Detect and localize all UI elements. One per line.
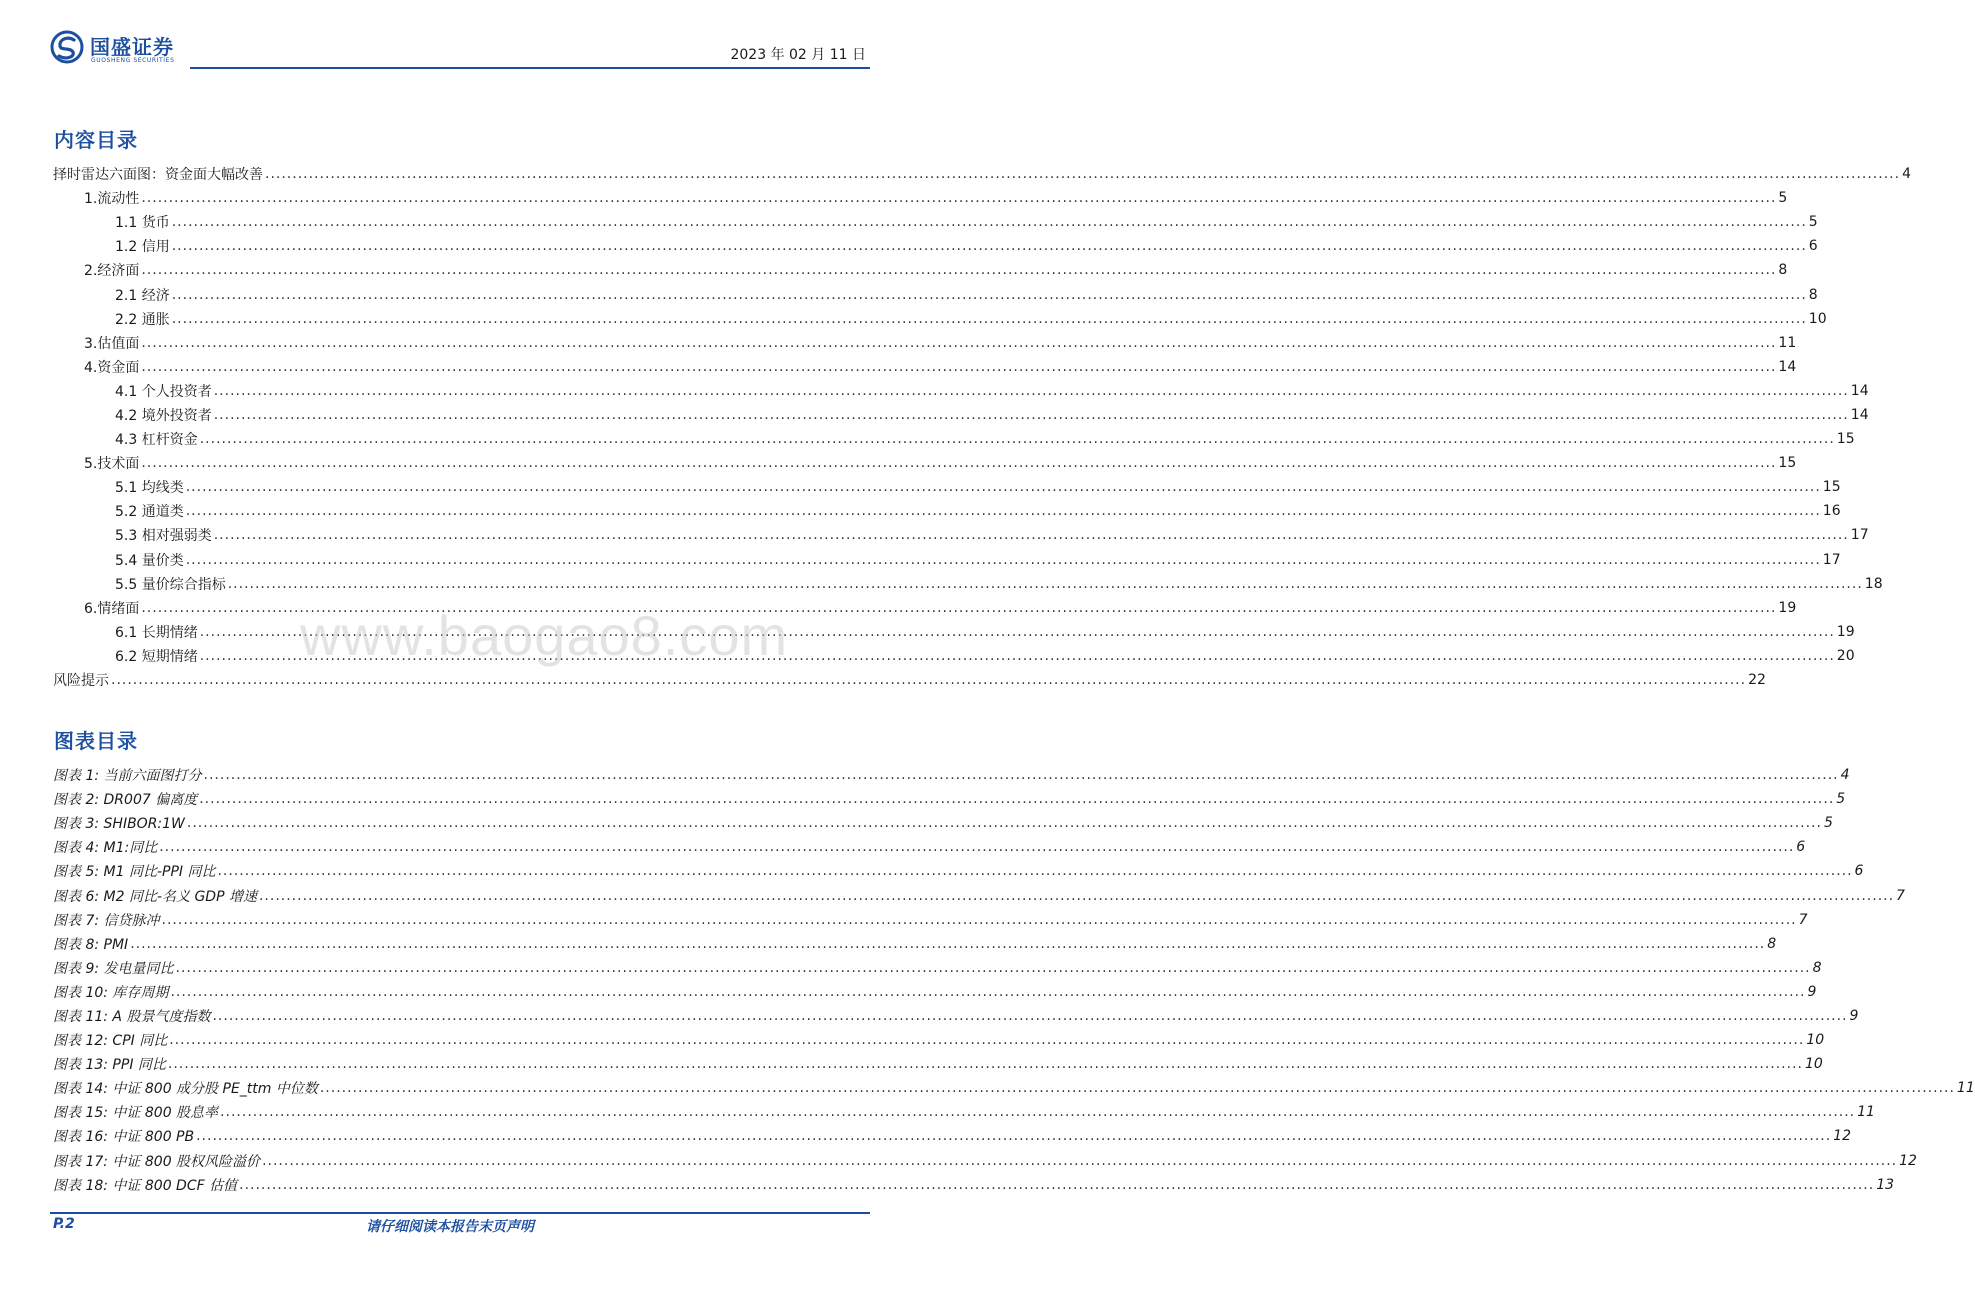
figure-entry-page: 13 <box>1876 1176 1895 1193</box>
dot-leader: ............................................................................................................................................................................................................................................................................................................ <box>239 1176 1875 1193</box>
toc-entry[interactable] <box>53 451 1797 475</box>
figure-entry-page: 10 <box>1804 1056 1823 1073</box>
toc-entry[interactable] <box>53 668 1766 692</box>
dot-leader: ............................................................................................................................................................................................................................................................................................................ <box>203 767 1839 784</box>
figure-entry-page: 5 <box>1836 791 1846 808</box>
figure-entry-label: 图表 7: 信贷脉冲 <box>53 912 160 929</box>
toc-entry-page: 6 <box>1808 238 1818 255</box>
dot-leader: ............................................................................................................................................................................................................................................................................................................ <box>141 599 1777 616</box>
toc-entry-page: 11 <box>1778 334 1797 351</box>
toc-entry-page: 19 <box>1836 623 1855 640</box>
dot-leader: ............................................................................................................................................................................................................................................................................................................ <box>213 406 1849 423</box>
dot-leader: ............................................................................................................................................................................................................................................................................................................ <box>141 262 1777 279</box>
figure-entry-page: 4 <box>1840 767 1850 784</box>
toc-entry-label: 5.技术面 <box>84 456 140 473</box>
toc-entry-page: 19 <box>1778 599 1797 616</box>
logo-text: 国盛证券 <box>90 35 174 59</box>
figure-entry-page: 9 <box>1807 983 1817 1000</box>
logo-mark-icon <box>50 30 84 64</box>
figure-entry-page: 11 <box>1857 1104 1875 1121</box>
toc-entry-page: 18 <box>1864 575 1883 592</box>
figure-entry[interactable] <box>53 1052 1823 1076</box>
dot-leader: ............................................................................................................................................................................................................................................................................................................ <box>171 214 1807 231</box>
figure-entry[interactable] <box>53 787 1846 811</box>
toc-entry[interactable] <box>53 234 1818 258</box>
figure-entry[interactable] <box>53 859 1864 883</box>
toc-entry-label: 4.3 杠杆资金 <box>115 432 198 449</box>
figure-entry-label: 图表 9: 发电量同比 <box>53 960 174 977</box>
page-header <box>50 28 870 72</box>
dot-leader: ............................................................................................................................................................................................................................................................................................................ <box>141 455 1777 472</box>
dot-leader: ............................................................................................................................................................................................................................................................................................................ <box>171 286 1807 303</box>
figure-entry[interactable] <box>53 1028 1825 1052</box>
toc-entry[interactable] <box>53 572 1883 596</box>
dot-leader: ............................................................................................................................................................................................................................................................................................................ <box>170 983 1806 1000</box>
figure-entry-page: 7 <box>1896 887 1905 904</box>
figure-entry-page: 9 <box>1849 1007 1859 1024</box>
figure-entry[interactable] <box>53 1076 1975 1100</box>
toc-entry-label: 5.2 通道类 <box>115 504 184 521</box>
toc-entry[interactable] <box>53 331 1797 355</box>
figure-entry[interactable] <box>53 763 1850 787</box>
toc-entry-label: 3.估值面 <box>84 335 140 352</box>
dot-leader: ............................................................................................................................................................................................................................................................................................................ <box>161 911 1797 928</box>
toc-entry-label: 2.1 经济 <box>115 287 170 304</box>
toc-entry-label: 4.1 个人投资者 <box>115 383 212 400</box>
dot-leader: ............................................................................................................................................................................................................................................................................................................ <box>130 935 1766 952</box>
figure-entry[interactable] <box>53 1173 1895 1197</box>
toc-entry-page: 17 <box>1850 527 1869 544</box>
toc-entry-label: 5.5 量价综合指标 <box>115 576 226 593</box>
figure-entry[interactable] <box>53 932 1777 956</box>
figure-entry-label: 图表 3: SHIBOR:1W <box>53 816 185 833</box>
dot-leader: ............................................................................................................................................................................................................................................................................................................ <box>217 863 1853 880</box>
figure-entry-label: 图表 6: M2 同比-名义 GDP 增速 <box>53 888 257 905</box>
dot-leader: ............................................................................................................................................................................................................................................................................................................ <box>220 1104 1856 1121</box>
dot-leader: ............................................................................................................................................................................................................................................................................................................ <box>175 959 1811 976</box>
figure-entry-label: 图表 10: 库存周期 <box>53 984 169 1001</box>
figure-entry[interactable] <box>53 1004 1859 1028</box>
dot-leader: ............................................................................................................................................................................................................................................................................................................ <box>213 382 1849 399</box>
dot-leader: ............................................................................................................................................................................................................................................................................................................ <box>213 527 1849 544</box>
toc-entry-page: 8 <box>1778 262 1788 279</box>
toc-entry-page: 15 <box>1822 479 1841 496</box>
toc-entry-label: 2.2 通胀 <box>115 311 170 328</box>
dot-leader: ............................................................................................................................................................................................................................................................................................................ <box>212 1007 1848 1024</box>
dot-leader: ............................................................................................................................................................................................................................................................................................................ <box>141 334 1777 351</box>
figure-entry-page: 6 <box>1854 863 1864 880</box>
figure-entry-label: 图表 8: PMI <box>53 936 129 953</box>
figure-entry[interactable] <box>53 956 1822 980</box>
toc-entry-page: 10 <box>1808 310 1827 327</box>
dot-leader: ............................................................................................................................................................................................................................................................................................................ <box>185 479 1821 496</box>
figure-entry-label: 图表 4: M1:同比 <box>53 840 158 857</box>
toc-entry-page: 5 <box>1808 214 1818 231</box>
toc-entry-page: 17 <box>1822 551 1841 568</box>
toc-entry-label: 4.资金面 <box>84 359 140 376</box>
toc-entry[interactable] <box>53 210 1818 234</box>
figure-entry[interactable] <box>53 1124 1851 1148</box>
dot-leader: ............................................................................................................................................................................................................................................................................................................ <box>199 623 1835 640</box>
toc-entry-page: 4 <box>1902 166 1911 183</box>
figure-entry-page: 5 <box>1823 815 1833 832</box>
toc-entry-page: 22 <box>1748 672 1766 689</box>
dot-leader: ............................................................................................................................................................................................................................................................................................................ <box>171 310 1807 327</box>
figure-entry-label: 图表 5: M1 同比-PPI 同比 <box>53 864 216 881</box>
dot-leader: ............................................................................................................................................................................................................................................................................................................ <box>262 1152 1898 1169</box>
toc-entry-page: 14 <box>1778 358 1797 375</box>
figures-title: 图表目录 <box>54 729 138 753</box>
footer-divider <box>50 1212 870 1214</box>
dot-leader: ............................................................................................................................................................................................................................................................................................................ <box>199 431 1835 448</box>
toc-entry-label: 1.流动性 <box>84 191 140 208</box>
figure-entry-page: 7 <box>1798 911 1808 928</box>
toc-entry-label: 1.2 信用 <box>115 239 170 256</box>
figure-entry-page: 10 <box>1806 1032 1825 1049</box>
header-divider <box>190 67 870 69</box>
dot-leader: ............................................................................................................................................................................................................................................................................................................ <box>171 238 1807 255</box>
dot-leader: ............................................................................................................................................................................................................................................................................................................ <box>265 166 1901 183</box>
dot-leader: ............................................................................................................................................................................................................................................................................................................ <box>227 575 1863 592</box>
dot-leader: ............................................................................................................................................................................................................................................................................................................ <box>319 1080 1955 1097</box>
toc-entry[interactable] <box>53 258 1788 282</box>
figure-entry[interactable] <box>53 811 1833 835</box>
figure-entry-page: 6 <box>1796 839 1806 856</box>
watermark: www.baogao8.com <box>300 604 789 667</box>
toc-entry-label: 4.2 境外投资者 <box>115 407 212 424</box>
toc-entry[interactable] <box>53 162 1911 186</box>
dot-leader: ............................................................................................................................................................................................................................................................................................................ <box>141 358 1777 375</box>
dot-leader: ............................................................................................................................................................................................................................................................................................................ <box>141 190 1777 207</box>
figure-entry-label: 图表 17: 中证 800 股权风险溢价 <box>53 1153 261 1170</box>
figure-entry-page: 8 <box>1767 935 1777 952</box>
dot-leader: ............................................................................................................................................................................................................................................................................................................ <box>258 887 1895 904</box>
toc-entry[interactable] <box>53 186 1788 210</box>
company-logo <box>50 28 200 68</box>
figure-entry[interactable] <box>53 1149 1917 1173</box>
toc-entry-page: 14 <box>1850 406 1869 423</box>
figure-entry-page: 8 <box>1812 959 1822 976</box>
toc-entry-label: 6.2 短期情绪 <box>115 648 198 665</box>
toc-entry[interactable] <box>53 548 1841 572</box>
figure-entry-label: 图表 14: 中证 800 成分股 PE_ttm 中位数 <box>53 1081 318 1098</box>
dot-leader: ............................................................................................................................................................................................................................................................................................................ <box>196 1128 1832 1145</box>
figure-entry[interactable] <box>53 980 1817 1004</box>
figure-entry-label: 图表 11: A 股景气度指数 <box>53 1008 211 1025</box>
figure-entry[interactable] <box>53 1100 1875 1124</box>
toc-entry[interactable] <box>53 427 1855 451</box>
dot-leader: ............................................................................................................................................................................................................................................................................................................ <box>185 503 1821 520</box>
dot-leader: ............................................................................................................................................................................................................................................................................................................ <box>186 815 1822 832</box>
figures-list <box>53 763 1975 1197</box>
figure-entry-label: 图表 1: 当前六面图打分 <box>53 768 202 785</box>
page-number: P.2 <box>53 1216 75 1232</box>
toc-title: 内容目录 <box>54 128 138 152</box>
figure-entry-label: 图表 2: DR007 偏离度 <box>53 792 198 809</box>
figure-entry-page: 12 <box>1899 1152 1917 1169</box>
toc-entry-label: 6.1 长期情绪 <box>115 624 198 641</box>
toc-entry-page: 14 <box>1850 382 1869 399</box>
toc-entry[interactable] <box>53 475 1841 499</box>
toc-entry-label: 1.1 货币 <box>115 215 170 232</box>
figure-entry-label: 图表 15: 中证 800 股息率 <box>53 1105 219 1122</box>
toc-entry-page: 15 <box>1778 455 1797 472</box>
report-date: 2023 年 02 月 11 日 <box>730 47 866 63</box>
logo-subtext: GUOSHENG SECURITIES <box>91 57 175 64</box>
toc-entry-page: 5 <box>1778 190 1788 207</box>
toc-entry[interactable] <box>53 282 1818 306</box>
figure-entry-label: 图表 18: 中证 800 DCF 估值 <box>53 1177 238 1194</box>
dot-leader: ............................................................................................................................................................................................................................................................................................................ <box>199 791 1835 808</box>
dot-leader: ............................................................................................................................................................................................................................................................................................................ <box>185 551 1821 568</box>
dot-leader: ............................................................................................................................................................................................................................................................................................................ <box>111 672 1747 689</box>
dot-leader: ............................................................................................................................................................................................................................................................................................................ <box>167 1056 1803 1073</box>
toc-entry-label: 2.经济面 <box>84 263 140 280</box>
figure-entry-page: 12 <box>1833 1128 1851 1145</box>
figure-entry-label: 图表 16: 中证 800 PB <box>53 1129 195 1146</box>
toc-entry-page: 16 <box>1822 503 1841 520</box>
toc-entry-page: 8 <box>1808 286 1818 303</box>
figure-entry[interactable] <box>53 908 1808 932</box>
toc-entry-label: 风险提示 <box>53 673 109 690</box>
toc-entry-label: 5.3 相对强弱类 <box>115 528 212 545</box>
toc-entry-label: 6.情绪面 <box>84 600 140 617</box>
toc-entry-label: 择时雷达六面图：资金面大幅改善 <box>53 167 263 184</box>
figure-entry-page: 11 <box>1956 1080 1975 1097</box>
toc-entry[interactable] <box>53 379 1869 403</box>
figure-entry[interactable] <box>53 883 1905 907</box>
figure-entry[interactable] <box>53 835 1806 859</box>
toc-entry-page: 20 <box>1836 647 1855 664</box>
dot-leader: ............................................................................................................................................................................................................................................................................................................ <box>199 647 1835 664</box>
toc-entry[interactable] <box>53 523 1869 547</box>
toc-entry[interactable] <box>53 355 1797 379</box>
disclaimer-note: 请仔细阅读本报告末页声明 <box>366 1219 534 1235</box>
dot-leader: ............................................................................................................................................................................................................................................................................................................ <box>159 839 1795 856</box>
figure-entry-label: 图表 13: PPI 同比 <box>53 1057 166 1074</box>
toc-entry-label: 5.1 均线类 <box>115 480 184 497</box>
toc-entry-page: 15 <box>1836 431 1855 448</box>
toc-entry[interactable] <box>53 307 1827 331</box>
dot-leader: ............................................................................................................................................................................................................................................................................................................ <box>169 1032 1805 1049</box>
figure-entry-label: 图表 12: CPI 同比 <box>53 1033 168 1050</box>
toc-entry-label: 5.4 量价类 <box>115 552 184 569</box>
toc-entry[interactable] <box>53 499 1841 523</box>
toc-entry[interactable] <box>53 403 1869 427</box>
